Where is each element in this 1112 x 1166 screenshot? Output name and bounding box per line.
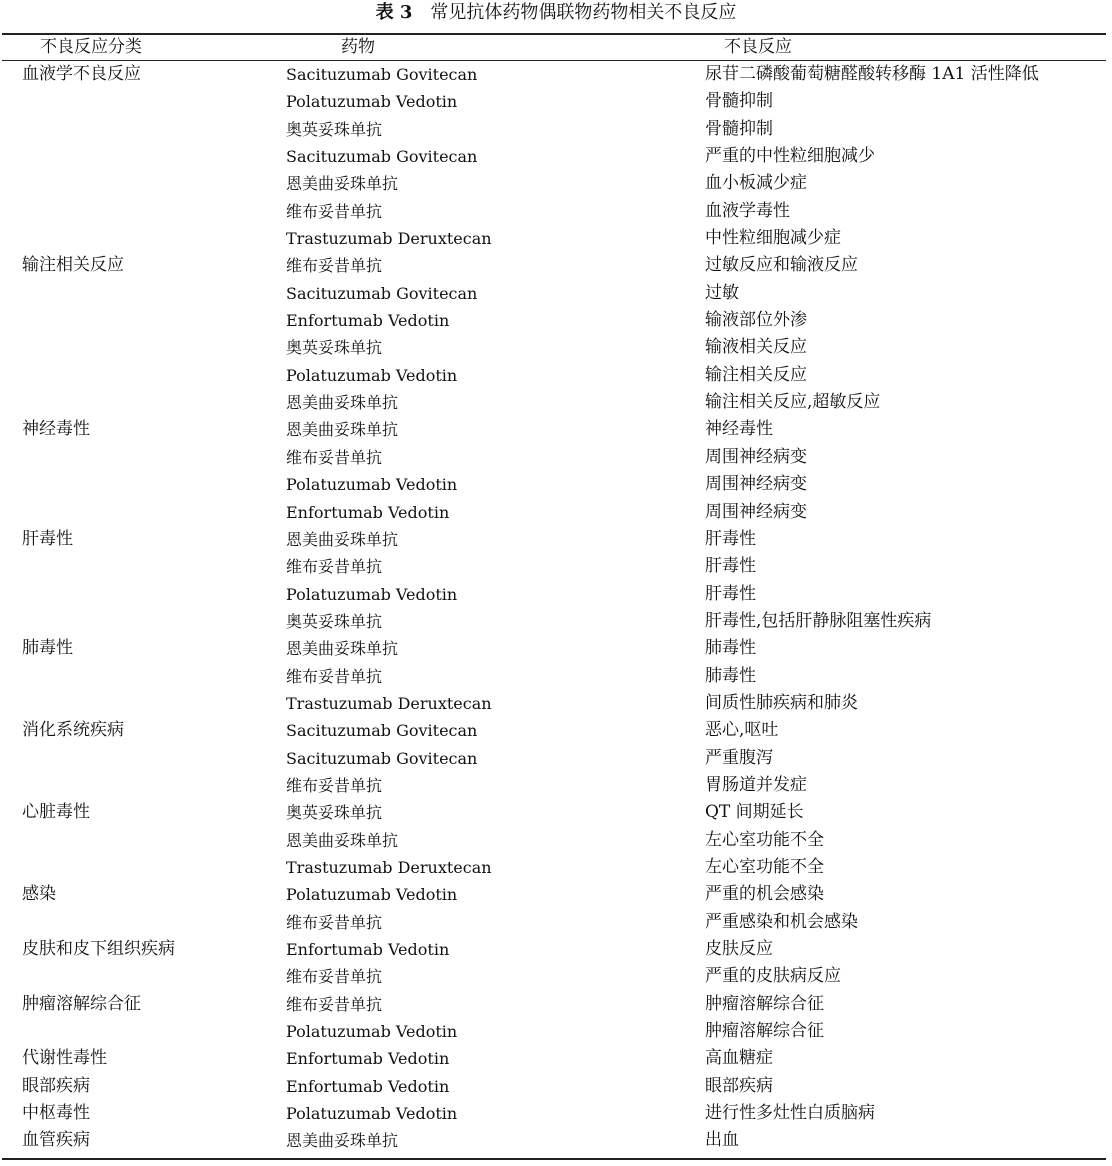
- row-reaction: 严重的中性粒细胞减少: [705, 146, 875, 167]
- table-row: [0, 553, 1112, 580]
- table-row: [0, 1100, 1112, 1127]
- row-reaction: 周围神经病变: [705, 501, 807, 522]
- table-row: [0, 799, 1112, 826]
- row-drug: Polatuzumab Vedotin: [286, 1022, 458, 1042]
- row-reaction: 恶心,呕吐: [705, 720, 779, 741]
- table-row: [0, 991, 1112, 1018]
- table-row: [0, 389, 1112, 416]
- row-reaction: 周围神经病变: [705, 446, 807, 467]
- row-reaction: 严重感染和机会感染: [705, 911, 858, 932]
- row-reaction: 肝毒性: [705, 556, 756, 577]
- table-row: [0, 690, 1112, 717]
- row-drug: 恩美曲妥珠单抗: [286, 639, 399, 659]
- row-drug: 恩美曲妥珠单抗: [286, 529, 399, 549]
- table-row: [0, 772, 1112, 799]
- row-drug: 奥英妥珠单抗: [286, 338, 383, 358]
- row-category: 代谢性毒性: [22, 1048, 107, 1069]
- row-category: 心脏毒性: [22, 802, 90, 823]
- row-reaction: 骨髓抑制: [705, 118, 773, 139]
- row-drug: 维布妥昔单抗: [286, 666, 383, 686]
- row-category: 神经毒性: [22, 419, 90, 440]
- table-row: [0, 198, 1112, 225]
- row-drug: Enfortumab Vedotin: [286, 1049, 450, 1069]
- row-reaction: 进行性多灶性白质脑病: [705, 1103, 875, 1124]
- row-drug: 维布妥昔单抗: [286, 912, 383, 932]
- table-caption: [0, 0, 1112, 28]
- table-row: [0, 827, 1112, 854]
- row-reaction: 尿苷二磷酸葡萄糖醛酸转移酶 1A1 活性降低: [705, 64, 1039, 84]
- bottom-rule: [2, 1158, 1106, 1160]
- table-row: [0, 526, 1112, 553]
- table-row: [0, 745, 1112, 772]
- table-row: [0, 170, 1112, 197]
- table-row: [0, 1045, 1112, 1072]
- row-drug: Sacituzumab Govitecan: [286, 147, 478, 167]
- row-reaction: 血小板减少症: [705, 173, 807, 194]
- table-row: [0, 280, 1112, 307]
- row-reaction: 皮肤反应: [705, 939, 773, 959]
- row-drug: Trastuzumab Deruxtecan: [286, 857, 492, 877]
- row-drug: 维布妥昔单抗: [286, 201, 383, 221]
- table-row: [0, 963, 1112, 990]
- table-row: [0, 499, 1112, 526]
- row-reaction: 出血: [705, 1130, 739, 1151]
- table-row: [0, 854, 1112, 881]
- row-reaction: 间质性肺疾病和肺炎: [705, 692, 858, 713]
- row-drug: Sacituzumab Govitecan: [286, 283, 478, 303]
- row-category: 消化系统疾病: [22, 720, 124, 741]
- header-drug: 药物: [341, 37, 375, 57]
- header-category: 不良反应分类: [40, 37, 142, 57]
- row-reaction: 输液相关反应: [705, 337, 807, 358]
- row-reaction: QT 间期延长: [705, 802, 804, 823]
- row-drug: 维布妥昔单抗: [286, 256, 383, 276]
- table-row: [0, 717, 1112, 744]
- row-drug: Enfortumab Vedotin: [286, 940, 450, 959]
- table-row: [0, 608, 1112, 635]
- row-drug: 奥英妥珠单抗: [286, 611, 383, 631]
- row-drug: Polatuzumab Vedotin: [286, 92, 458, 112]
- table-body: [0, 61, 1112, 1155]
- row-reaction: 肝毒性: [705, 528, 756, 549]
- row-category: 肝毒性: [22, 528, 73, 549]
- table-row: [0, 252, 1112, 279]
- row-reaction: 肝毒性: [705, 583, 756, 604]
- row-category: 血管疾病: [22, 1130, 90, 1151]
- table-row: [0, 909, 1112, 936]
- row-reaction: 胃肠道并发症: [705, 774, 807, 795]
- row-reaction: 肺毒性: [705, 638, 756, 659]
- row-drug: 维布妥昔单抗: [286, 967, 383, 987]
- table-row: [0, 581, 1112, 608]
- row-category: 肺毒性: [22, 638, 73, 659]
- row-reaction: 输注相关反应,超敏反应: [705, 392, 881, 413]
- table-row: [0, 1127, 1112, 1154]
- row-drug: Polatuzumab Vedotin: [286, 1104, 458, 1124]
- row-drug: 恩美曲妥珠单抗: [286, 830, 399, 850]
- row-reaction: 左心室功能不全: [705, 856, 824, 877]
- table-row: [0, 663, 1112, 690]
- row-drug: Sacituzumab Govitecan: [286, 65, 478, 84]
- table-row: [0, 362, 1112, 389]
- row-drug: 维布妥昔单抗: [286, 994, 383, 1014]
- table-row: [0, 143, 1112, 170]
- table-row: [0, 88, 1112, 115]
- table-row: [0, 225, 1112, 252]
- row-category: 血液学不良反应: [22, 64, 141, 84]
- row-reaction: 严重的机会感染: [705, 884, 824, 905]
- row-reaction: 眼部疾病: [705, 1075, 773, 1096]
- row-drug: Polatuzumab Vedotin: [286, 584, 458, 604]
- row-category: 皮肤和皮下组织疾病: [22, 939, 175, 959]
- table-row: [0, 1018, 1112, 1045]
- row-drug: 恩美曲妥珠单抗: [286, 1131, 399, 1151]
- row-drug: Polatuzumab Vedotin: [286, 885, 458, 905]
- table-row: [0, 471, 1112, 498]
- table-row: [0, 1073, 1112, 1100]
- table-title: 常见抗体药物偶联物药物相关不良反应: [430, 2, 737, 23]
- row-drug: 恩美曲妥珠单抗: [286, 393, 399, 413]
- table-row: [0, 61, 1112, 88]
- row-reaction: 高血糖症: [705, 1048, 773, 1069]
- row-category: 中枢毒性: [22, 1103, 90, 1124]
- row-reaction: 左心室功能不全: [705, 829, 824, 850]
- row-reaction: 严重腹泻: [705, 747, 773, 768]
- row-drug: 奥英妥珠单抗: [286, 119, 383, 139]
- row-category: 肿瘤溶解综合征: [22, 993, 141, 1014]
- row-reaction: 骨髓抑制: [705, 91, 773, 112]
- row-drug: 恩美曲妥珠单抗: [286, 174, 399, 194]
- top-rule: [2, 33, 1106, 35]
- row-drug: 维布妥昔单抗: [286, 447, 383, 467]
- row-drug: Enfortumab Vedotin: [286, 1076, 450, 1096]
- row-drug: Enfortumab Vedotin: [286, 311, 450, 331]
- row-drug: Polatuzumab Vedotin: [286, 365, 458, 385]
- row-reaction: 中性粒细胞减少症: [705, 228, 841, 249]
- table-row: [0, 881, 1112, 908]
- table-row: [0, 416, 1112, 443]
- row-reaction: 血液学毒性: [705, 200, 790, 221]
- row-reaction: 神经毒性: [705, 419, 773, 440]
- header-reaction: 不良反应: [724, 37, 792, 57]
- row-drug: 奥英妥珠单抗: [286, 803, 383, 823]
- row-drug: Enfortumab Vedotin: [286, 502, 450, 522]
- row-reaction: 过敏反应和输液反应: [705, 255, 858, 276]
- row-reaction: 肝毒性,包括肝静脉阻塞性疾病: [705, 610, 932, 631]
- row-reaction: 过敏: [705, 282, 739, 303]
- table-row: [0, 936, 1112, 963]
- row-drug: Sacituzumab Govitecan: [286, 721, 478, 741]
- row-reaction: 输注相关反应: [705, 364, 807, 385]
- table-row: [0, 307, 1112, 334]
- row-drug: Sacituzumab Govitecan: [286, 748, 478, 768]
- table-row: [0, 635, 1112, 662]
- row-drug: 维布妥昔单抗: [286, 775, 383, 795]
- row-drug: Trastuzumab Deruxtecan: [286, 693, 492, 713]
- row-category: 感染: [22, 884, 56, 905]
- table-row: [0, 116, 1112, 143]
- table-row: [0, 334, 1112, 361]
- row-reaction: 周围神经病变: [705, 474, 807, 495]
- row-drug: Polatuzumab Vedotin: [286, 475, 458, 495]
- row-reaction: 肿瘤溶解综合征: [705, 993, 824, 1014]
- row-reaction: 严重的皮肤病反应: [705, 966, 841, 987]
- row-reaction: 肺毒性: [705, 665, 756, 686]
- row-drug: 维布妥昔单抗: [286, 557, 383, 577]
- table-row: [0, 444, 1112, 471]
- row-category: 输注相关反应: [22, 255, 124, 276]
- row-reaction: 输液部位外渗: [705, 310, 807, 331]
- row-drug: Trastuzumab Deruxtecan: [286, 229, 492, 249]
- row-drug: 恩美曲妥珠单抗: [286, 420, 399, 440]
- row-reaction: 肿瘤溶解综合征: [705, 1021, 824, 1042]
- table-number: 表 3: [375, 2, 413, 23]
- row-category: 眼部疾病: [22, 1075, 90, 1096]
